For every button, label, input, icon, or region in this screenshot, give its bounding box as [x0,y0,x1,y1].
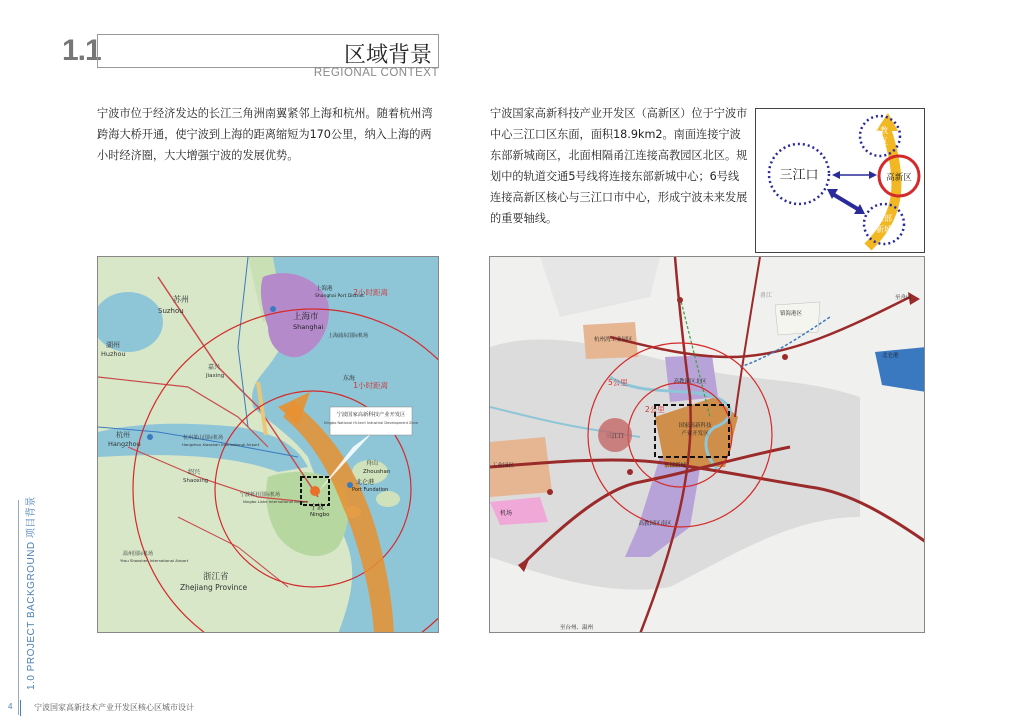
callout-cn: 宁波国家高新科技产业开发区 [336,412,406,418]
station-1 [677,297,683,303]
diagram-label-gaojiao-1: 高教 [872,126,888,135]
label-to-zhoushan: 至舟山 [895,295,912,301]
label-shanghai-cn: 上海市 [293,312,319,322]
callout-en: Ningbo National Hi-tech Industrial Development Zone [324,421,418,425]
label-wenzhou-airport-cn: 温州国际机场 [123,551,154,557]
label-sanjiangkou: 三江口 [605,433,625,440]
label-zhoushan-en: Zhoushan [363,469,391,475]
label-ningbo-cn: 宁波 [310,503,324,511]
district-airport [490,497,548,525]
highway-north [610,297,910,357]
label-gaojiao-south: 高教园区南区 [638,521,672,527]
diagram-label-dongbu-1: 东部 [876,214,892,223]
label-hangzhou-cn: 杭州 [116,431,130,439]
label-beilun: 北仑港 [882,353,899,359]
label-gaojiao: 高教园区北区 [673,379,707,385]
label-hangzhou-airport-cn: 杭州萧山国际机场 [183,435,224,441]
label-jiaxing-en: Jiaxing [206,373,225,379]
label-jiaxing-cn: 嘉兴 [208,364,221,371]
label-hangzhou-airport-en: Hangzhou Xiaoshan International Airport [182,442,260,447]
label-beilun-en: Port Fundation [352,487,389,493]
district-zhenhai [775,302,820,335]
island-small-1 [376,491,400,507]
relationship-diagram-svg [756,109,926,254]
page-title: 区域背景 [343,43,432,68]
label-huzhou-cn: 湖州 [106,341,120,349]
diagram-label-gaojiao-2: 园区 [872,137,888,146]
regional-map-svg [98,257,439,633]
intro-paragraph-left: 宁波市位于经济发达的长江三角洲南翼紧邻上海和杭州。随着杭州湾跨海大桥开通，使宁波到上海的距离缩短为170公里，纳入上海的两小时经济圈，大大增强宁波的发展优势。 [97,107,433,162]
title-box [97,34,439,68]
footer-rule [20,700,21,716]
city-map-svg [490,257,925,633]
label-5km: 5公里 [608,378,628,387]
label-suzhou-cn: 苏州 [173,295,189,304]
label-zhejiang-en: Zhejiang Province [180,583,248,592]
diagram-label-gaoxinqu: 高新区 [886,173,912,183]
shanghai-marker [270,306,276,312]
label-gongyequ: 工业园区 [492,463,515,469]
label-hangzhou-en: Hangzhou [108,440,141,448]
label-gaoxinqu-1: 国家高新科技 [678,423,712,429]
gaojiao-circle [860,116,900,156]
link-arrow-right [869,171,877,179]
label-shaoxing-en: Shaoxing [183,478,209,484]
label-gaoxinqu-2: 产业开发区 [681,431,709,437]
label-2km: 2公里 [645,405,665,414]
north-urban [540,257,660,317]
label-pudong-airport: 上海浦东国际机场 [328,333,369,339]
label-ningbo-airport-en: Ningbo Lishe International Airport [243,499,308,504]
label-yongjiang: 甬江 [760,292,773,299]
city-map [489,256,925,633]
section-number: 1.1 [62,34,101,67]
label-shaoxing-cn: 绍兴 [188,469,201,476]
label-suzhou-en: Suzhou [158,307,184,315]
ningbo-dot [310,486,320,496]
diagram-label-dongbu-2: 新城 [876,225,892,234]
label-ningbo-industrial: 杭州湾工业园区 [594,337,633,343]
page-subtitle: REGIONAL CONTEXT [313,67,439,79]
station-3 [547,489,553,495]
hangzhou-marker [147,434,153,440]
station-4 [627,469,633,475]
label-to-south: 至台州、温州 [560,625,594,631]
diagram-label-sanjiangkou: 三江口 [779,168,819,183]
regional-map [97,256,439,633]
intro-paragraph-right: 宁波国家高新科技产业开发区（高新区）位于宁波市中心三江口区东面，面积18.9km2。南面连接宁波东部新城商区，北面相隔甬江连接高教园区北区。规划中的轨道交通5号线将连接东部新城中心；6号线连接高新区核心与三江口市中心，形成宁波未来发展的重要轴线。 [490,107,748,225]
bold-link-line [831,193,861,211]
link-arrow-left [832,171,840,179]
label-wenzhou-airport-en: Yiwu Shaoshen International Airport [120,558,189,563]
label-ningbo-airport-cn: 宁波栎社国际机场 [240,492,281,498]
station-2 [782,354,788,360]
label-2h: 2小时距离 [353,288,388,297]
label-beilun-cn: 北仑港 [356,479,375,486]
label-dongbu: 东部新城 [663,463,687,469]
footer-title: 宁波国家高新技术产业开发区核心区城市设计 [34,703,194,712]
relationship-diagram [755,108,925,253]
label-shanghai-en: Shanghai [293,323,324,331]
label-zhejiang-cn: 浙江省 [203,572,229,582]
sidebar-rule [18,500,19,715]
label-donghai: 东海 [343,375,356,382]
label-huzhou-en: Huzhou [101,350,126,358]
label-shanghai-port-en: Shanghai Port District [315,294,364,299]
label-shanghai-port-cn: 上海港 [316,286,333,292]
label-zhoushan-cn: 舟山 [366,460,379,467]
label-ningbo-en: Ningbo [310,512,330,518]
page-number: 4 [8,702,13,711]
label-jichang: 机场 [500,510,513,517]
label-1h: 1小时距离 [353,381,388,390]
sidebar-section-label: 1.0 PROJECT BACKGROUND 项目背景 [26,496,37,690]
label-zhenhai: 镇海港区 [780,311,803,317]
